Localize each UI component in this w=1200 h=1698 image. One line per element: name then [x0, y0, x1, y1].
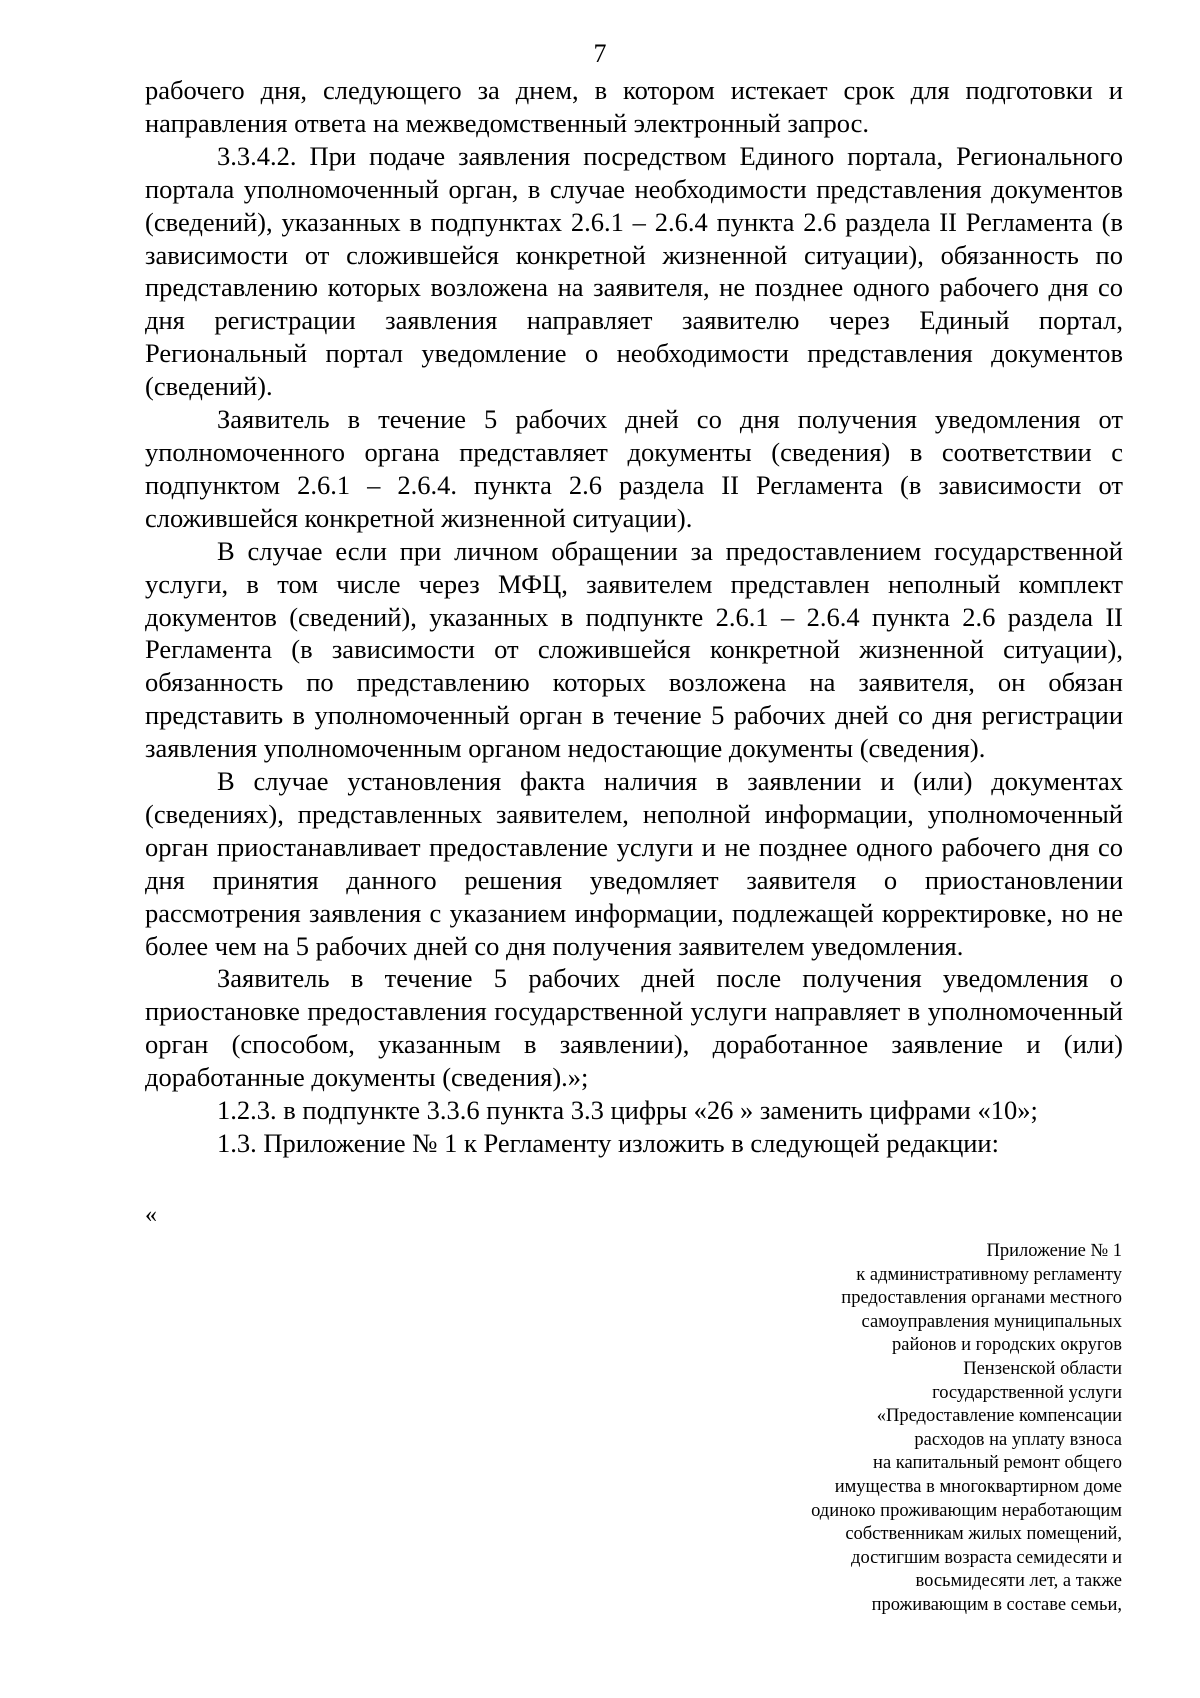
- appendix-line: самоуправления муниципальных: [861, 1311, 1122, 1332]
- appendix-line: одиноко проживающим неработающим: [811, 1500, 1122, 1521]
- appendix-line: к административному регламенту: [856, 1264, 1122, 1285]
- document-body: [145, 74, 1123, 1160]
- appendix-header: [640, 1240, 1122, 1618]
- appendix-line: достигшим возраста семидесяти и: [851, 1547, 1122, 1568]
- paragraph-personal-appeal: В случае если при личном обращении за предоставлением государственной услуги, в том числе через МФЦ, заявителем представлен неполный комплект документов (сведений), указанных в подпункте 2.6.1 – 2.6.4 пункта 2.6 раздела II Регламента (в зависимости от сложившейся конкретной жизненной ситуации), обязанность по представлению которых возложена на заявителя, он обязан представить в уполномоченный орган в течение 5 рабочих дней со дня регистрации заявления уполномоченным органом недостающие документы (сведения).: [145, 535, 1123, 764]
- appendix-line: районов и городских округов: [892, 1335, 1122, 1356]
- page-number: 7: [593, 39, 607, 68]
- appendix-line: проживающим в составе семьи,: [871, 1594, 1122, 1615]
- appendix-line: имущества в многоквартирном доме: [834, 1476, 1122, 1497]
- appendix-line: государственной услуги: [932, 1382, 1122, 1403]
- appendix-line: на капитальный ремонт общего: [873, 1453, 1122, 1474]
- appendix-line: предоставления органами местного: [841, 1288, 1122, 1309]
- paragraph-continuation: рабочего дня, следующего за днем, в котором истекает срок для подготовки и направления ответа на межведомственный электронный запрос.: [145, 75, 1123, 138]
- appendix-line: Приложение № 1: [986, 1241, 1122, 1261]
- appendix-line: Пензенской области: [963, 1358, 1122, 1379]
- paragraph-applicant-5-days: Заявитель в течение 5 рабочих дней со дня получения уведомления от уполномоченного органа представляет документы (сведения) в соответствии с подпунктом 2.6.1 – 2.6.4. пункта 2.6 раздела II Регламента (в зависимости от сложившейся конкретной жизненной ситуации).: [145, 404, 1123, 533]
- paragraph-3-3-4-2: 3.3.4.2. При подаче заявления посредством Единого портала, Регионального портала уполномоченный орган, в случае необходимости представления документов (сведений), указанных в подпунктах 2.6.1 – 2.6.4 пункта 2.6 раздела II Регламента (в зависимости от сложившейся конкретной жизненной ситуации), обязанность по представлению которых возложена на заявителя, не позднее одного рабочего дня со дня регистрации заявления направляет заявителю через Единый портал, Региональный портал уведомление о необходимости представления документов (сведений).: [145, 140, 1123, 402]
- paragraph-suspension-response: Заявитель в течение 5 рабочих дней после получения уведомления о приостановке предоставления государственной услуги направляет в уполномоченный орган (способом, указанным в заявлении), доработанное заявление и (или) доработанные документы (сведения).»;: [145, 963, 1123, 1093]
- paragraph-1-2-3: 1.2.3. в подпункте 3.3.6 пункта 3.3 цифры «26 » заменить цифрами «10»;: [217, 1095, 1038, 1126]
- appendix-line: «Предоставление компенсации: [876, 1406, 1122, 1427]
- paragraph-incomplete-info: В случае установления факта наличия в заявлении и (или) документах (сведениях), представленных заявителем, неполной информации, уполномоченный орган приостанавливает предоставление услуги и не позднее одного рабочего дня со дня принятия данного решения уведомляет заявителя о приостановлении рассмотрения заявления с указанием информации, подлежащей корректировке, но не более чем на 5 рабочих дней со дня получения заявителем уведомления.: [145, 766, 1123, 961]
- appendix-line: восьмидесяти лет, а также: [915, 1571, 1122, 1592]
- appendix-line: расходов на уплату взноса: [914, 1429, 1122, 1450]
- paragraph-1-3: 1.3. Приложение № 1 к Регламенту изложить в следующей редакции:: [217, 1128, 999, 1158]
- opening-quote: «: [145, 1202, 157, 1228]
- appendix-line: собственникам жилых помещений,: [845, 1524, 1122, 1545]
